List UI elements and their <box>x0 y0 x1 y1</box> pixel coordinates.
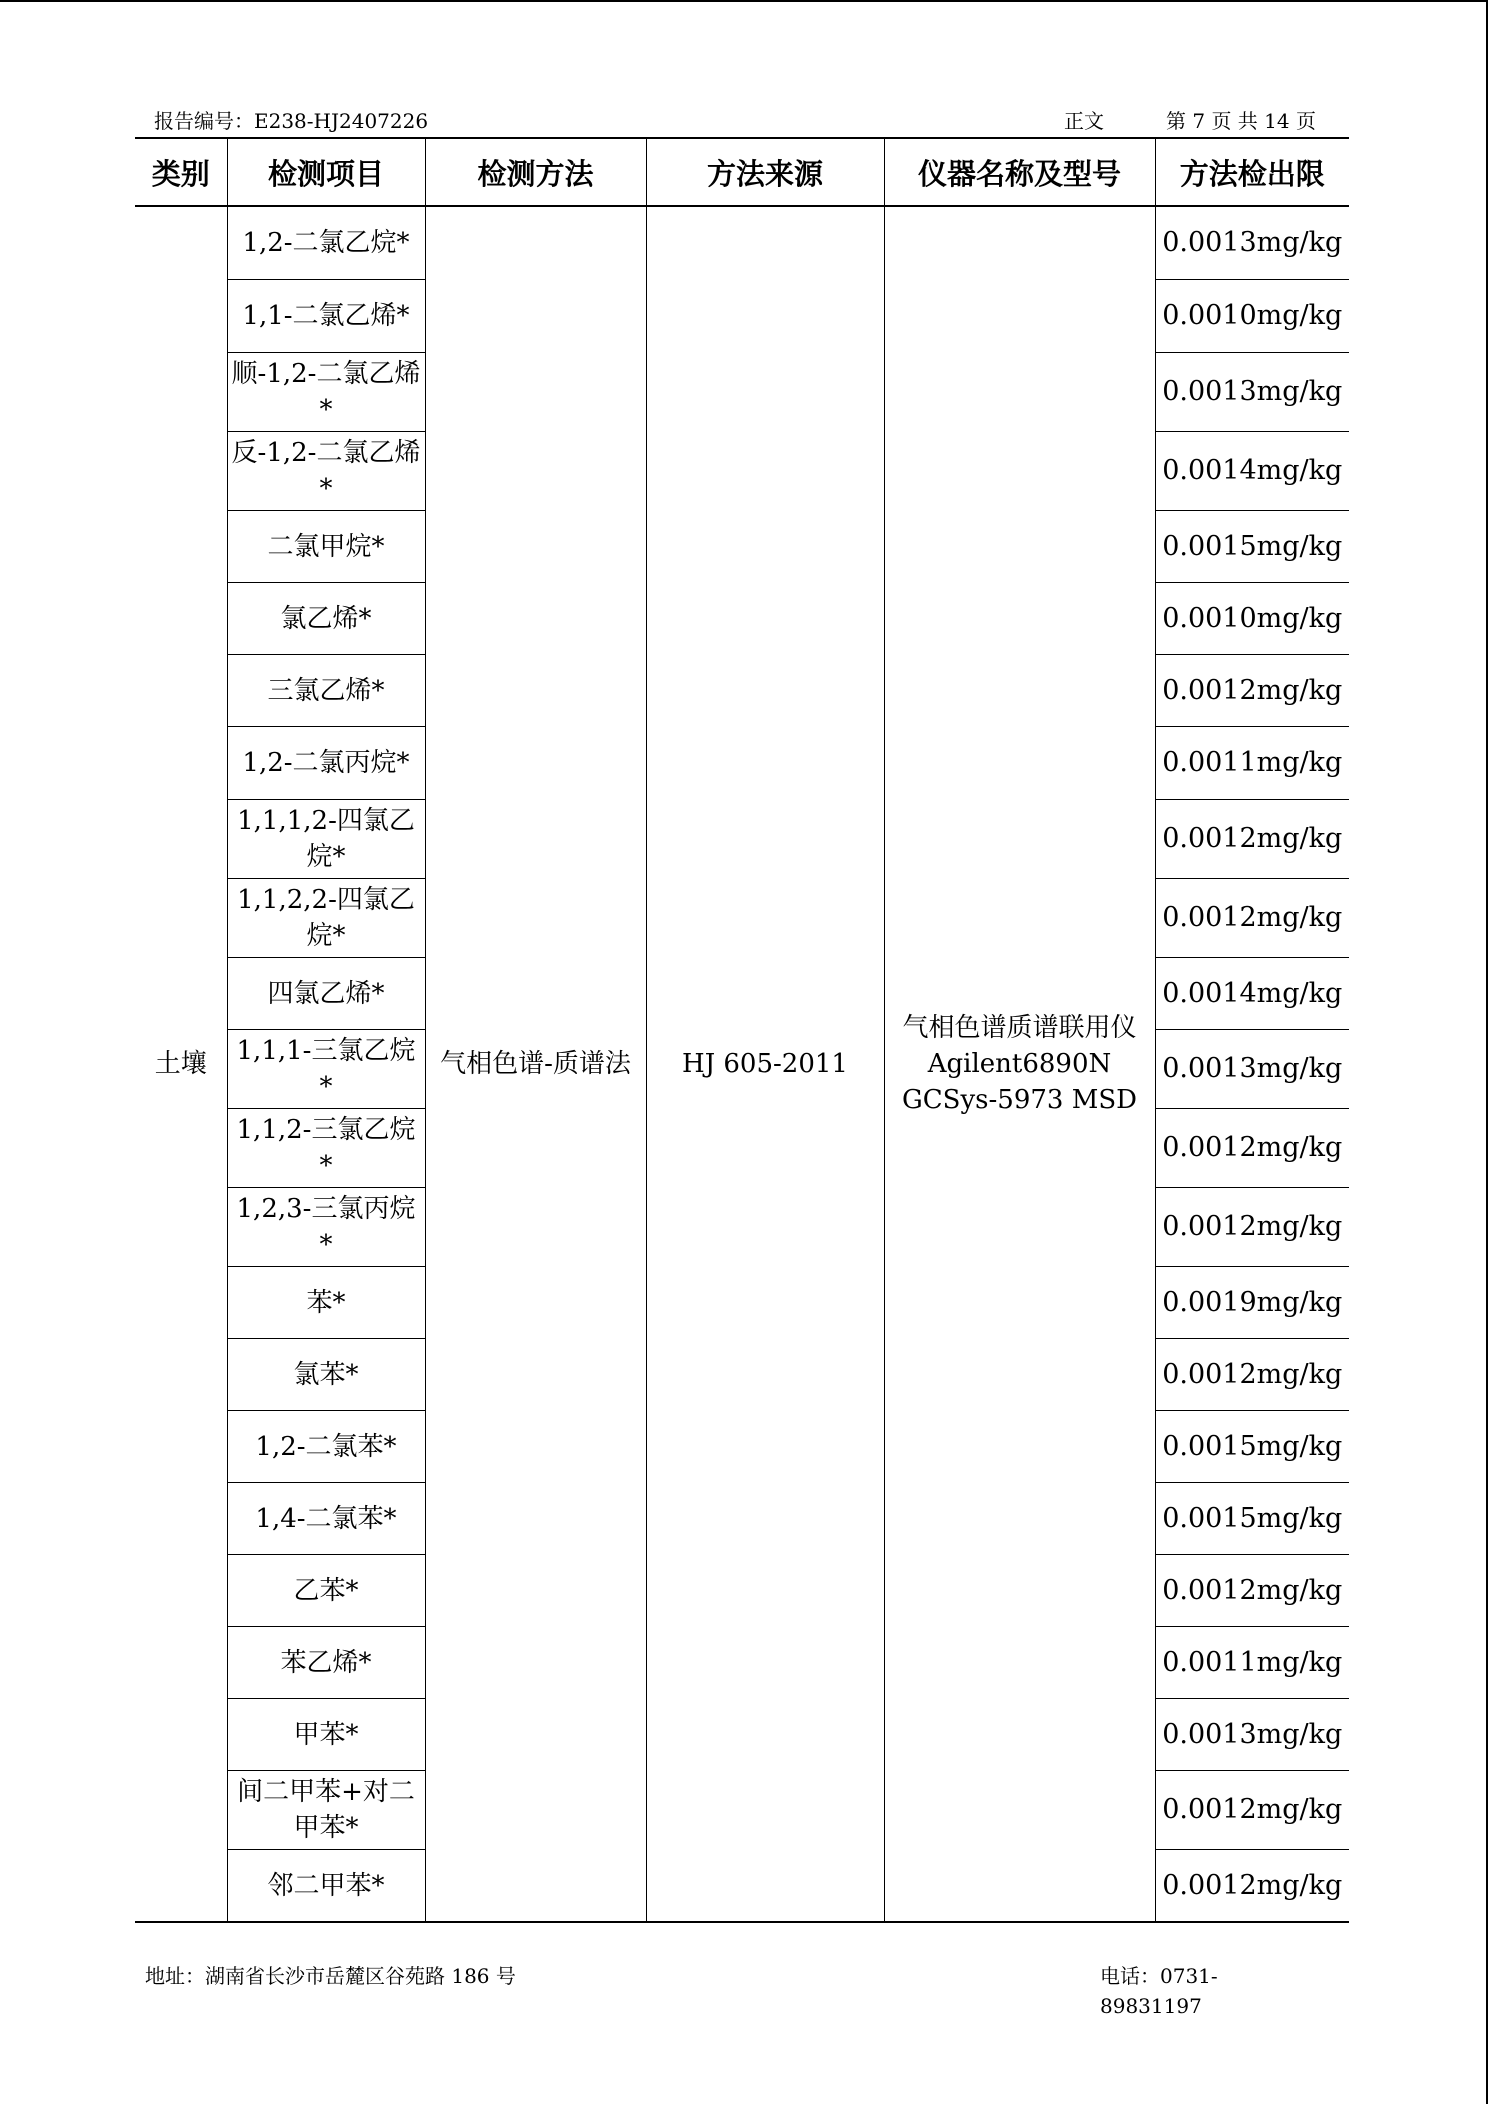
item-cell: 1,1-二氯乙烯* <box>227 280 425 353</box>
limit-cell: 0.0012mg/kg <box>1155 800 1349 879</box>
item-cell: 1,2,3-三氯丙烷* <box>227 1188 425 1267</box>
limit-cell: 0.0012mg/kg <box>1155 655 1349 727</box>
limit-cell: 0.0010mg/kg <box>1155 583 1349 655</box>
limit-cell: 0.0019mg/kg <box>1155 1267 1349 1339</box>
limit-cell: 0.0015mg/kg <box>1155 1411 1349 1483</box>
limit-cell: 0.0014mg/kg <box>1155 432 1349 511</box>
limit-cell: 0.0012mg/kg <box>1155 879 1349 958</box>
item-cell: 间二甲苯+对二甲苯* <box>227 1771 425 1850</box>
header-method: 检测方法 <box>425 138 646 206</box>
item-cell: 1,2-二氯乙烷* <box>227 206 425 280</box>
item-cell: 1,2-二氯苯* <box>227 1411 425 1483</box>
limit-cell: 0.0012mg/kg <box>1155 1771 1349 1850</box>
page-header <box>152 106 1347 136</box>
item-cell: 顺-1,2-二氯乙烯* <box>227 353 425 432</box>
table-header-row <box>135 138 1349 206</box>
item-cell: 二氯甲烷* <box>227 511 425 583</box>
header-instrument: 仪器名称及型号 <box>884 138 1155 206</box>
limit-cell: 0.0012mg/kg <box>1155 1555 1349 1627</box>
item-cell: 甲苯* <box>227 1699 425 1771</box>
method-cell: 气相色谱-质谱法 <box>425 206 646 1922</box>
source-cell: HJ 605-2011 <box>646 206 884 1922</box>
item-cell: 氯苯* <box>227 1339 425 1411</box>
item-cell: 乙苯* <box>227 1555 425 1627</box>
item-cell: 三氯乙烯* <box>227 655 425 727</box>
limit-cell: 0.0015mg/kg <box>1155 511 1349 583</box>
report-number: 报告编号：E238-HJ2407226 <box>154 109 429 133</box>
page-footer <box>145 1961 1310 2018</box>
limit-cell: 0.0012mg/kg <box>1155 1850 1349 1923</box>
footer-phone: 电话：0731-89831197 <box>1100 1964 1218 2018</box>
limit-cell: 0.0012mg/kg <box>1155 1188 1349 1267</box>
item-cell: 1,1,2-三氯乙烷* <box>227 1109 425 1188</box>
item-cell: 反-1,2-二氯乙烯* <box>227 432 425 511</box>
limit-cell: 0.0014mg/kg <box>1155 958 1349 1030</box>
limit-cell: 0.0015mg/kg <box>1155 1483 1349 1555</box>
item-cell: 1,1,1,2-四氯乙烷* <box>227 800 425 879</box>
detection-methods-table <box>135 137 1349 1923</box>
header-source: 方法来源 <box>646 138 884 206</box>
item-cell: 1,2-二氯丙烷* <box>227 727 425 800</box>
limit-cell: 0.0013mg/kg <box>1155 1030 1349 1109</box>
category-cell: 土壤 <box>135 206 227 1922</box>
header-category: 类别 <box>135 138 227 206</box>
limit-cell: 0.0013mg/kg <box>1155 353 1349 432</box>
instrument-cell: 气相色谱质谱联用仪 Agilent6890N GCSys-5973 MSD <box>884 206 1155 1922</box>
item-cell: 四氯乙烯* <box>227 958 425 1030</box>
item-cell: 苯* <box>227 1267 425 1339</box>
item-cell: 苯乙烯* <box>227 1627 425 1699</box>
item-cell: 1,1,2,2-四氯乙烷* <box>227 879 425 958</box>
item-cell: 1,1,1-三氯乙烷* <box>227 1030 425 1109</box>
limit-cell: 0.0012mg/kg <box>1155 1109 1349 1188</box>
item-cell: 1,4-二氯苯* <box>227 1483 425 1555</box>
page-info: 第 7 页 共 14 页 <box>1166 109 1316 133</box>
header-item: 检测项目 <box>227 138 425 206</box>
section-label: 正文 <box>1064 109 1104 133</box>
limit-cell: 0.0012mg/kg <box>1155 1339 1349 1411</box>
header-limit: 方法检出限 <box>1155 138 1349 206</box>
page-border-top <box>0 0 1488 2</box>
limit-cell: 0.0013mg/kg <box>1155 206 1349 280</box>
table-row <box>135 206 1349 280</box>
limit-cell: 0.0013mg/kg <box>1155 1699 1349 1771</box>
limit-cell: 0.0011mg/kg <box>1155 1627 1349 1699</box>
item-cell: 邻二甲苯* <box>227 1850 425 1923</box>
limit-cell: 0.0011mg/kg <box>1155 727 1349 800</box>
item-cell: 氯乙烯* <box>227 583 425 655</box>
limit-cell: 0.0010mg/kg <box>1155 280 1349 353</box>
footer-address: 地址：湖南省长沙市岳麓区谷苑路 186 号 <box>145 1964 516 1988</box>
